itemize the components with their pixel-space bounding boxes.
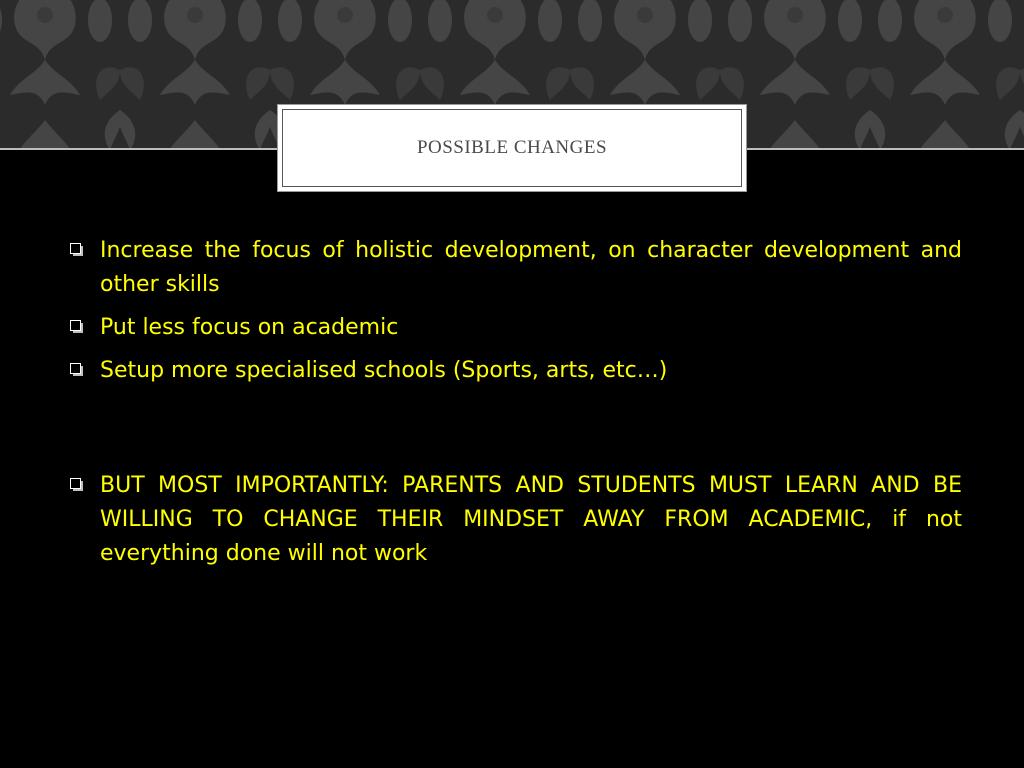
hollow-square-bullet-icon <box>70 320 83 333</box>
title-frame <box>282 109 742 187</box>
bullet-text: Setup more specialised schools (Sports, arts, etc…) <box>100 358 668 383</box>
hollow-square-bullet-icon <box>70 363 83 376</box>
hollow-square-bullet-icon <box>70 478 83 491</box>
hollow-square-bullet-icon <box>70 243 83 256</box>
title-box <box>277 104 747 192</box>
slide-title: POSSIBLE CHANGES <box>416 137 608 158</box>
bullet-text: Increase the focus of holistic development, on character development and other skills <box>100 238 962 297</box>
bullet-list <box>66 234 962 580</box>
bullet-text: Put less focus on academic <box>100 315 399 340</box>
bullet-item <box>66 469 962 571</box>
bullet-text: BUT MOST IMPORTANTLY: PARENTS AND STUDENTS MUST LEARN AND BE WILLING TO CHANGE THEIR MINDSET AWAY FROM ACADEMIC, if not everything done will not work <box>100 473 962 566</box>
bullet-item <box>66 354 962 388</box>
bullet-item <box>66 234 962 302</box>
bullet-item <box>66 311 962 345</box>
